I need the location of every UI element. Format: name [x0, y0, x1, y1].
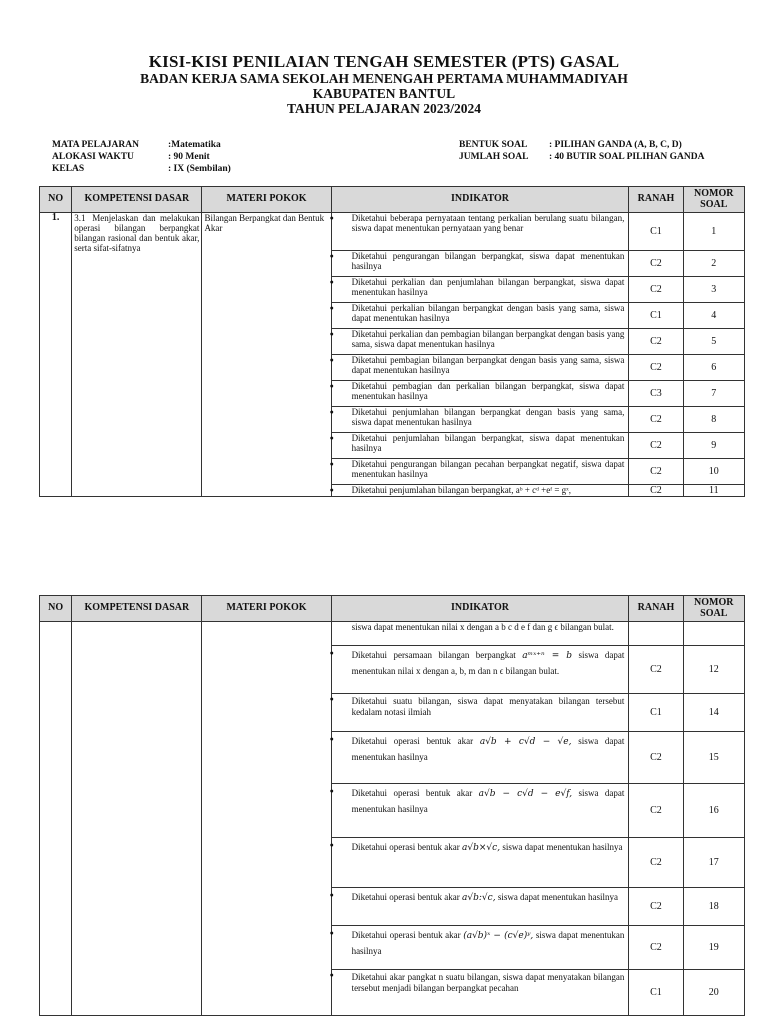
cell-nomor: 1	[683, 213, 744, 251]
indikator-text	[342, 734, 625, 765]
math-expression: a√b:√c,	[462, 893, 496, 903]
cell-nomor: 4	[683, 303, 744, 329]
header-no: NO	[40, 596, 72, 622]
cell-indikator	[331, 407, 629, 433]
cell-nomor: 17	[683, 838, 744, 888]
math-expression: a√b − c√d − e√f,	[478, 789, 573, 799]
cell-indikator	[331, 732, 629, 784]
document-header	[0, 52, 768, 116]
meta-row-class	[52, 163, 231, 175]
cell-nomor: 12	[683, 646, 744, 694]
math-expression: (a√b)ˣ − (c√e)ʸ,	[463, 931, 534, 941]
meta-label: MATA PELAJARAN	[52, 140, 139, 150]
header-ranah: RANAH	[629, 187, 683, 213]
header-kd: KOMPETENSI DASAR	[72, 187, 202, 213]
cell-nomor: 2	[683, 251, 744, 277]
cell-kompetensi	[72, 213, 202, 497]
indikator-post: siswa dapat menentukan hasilnya	[502, 842, 623, 852]
header-line-year: TAHUN PELAJARAN 2023/2024	[286, 101, 481, 116]
cell-ranah	[629, 622, 683, 646]
header-line-organization: BADAN KERJA SAMA SEKOLAH MENENGAH PERTAMA MUHAMMADIYAH	[140, 71, 628, 86]
indikator-text	[342, 890, 625, 906]
indikator-text: ● Diketahui penjumlahan bilangan berpangkat dengan basis yang sama, siswa dapat menentukan hasilnya	[351, 407, 625, 427]
indikator-text: ● Diketahui perkalian dan penjumlahan bilangan berpangkat, siswa dapat menentukan hasilnya	[351, 277, 625, 297]
meta-left	[52, 139, 231, 175]
cell-nomor: 10	[683, 459, 744, 485]
cell-indikator	[331, 970, 629, 1016]
cell-ranah: C1	[629, 303, 683, 329]
indikator-text	[342, 928, 625, 959]
header-nomor: NOMOR SOAL	[683, 187, 744, 213]
cell-ranah: C1	[629, 970, 683, 1016]
indikator-text: ● Diketahui penjumlahan bilangan berpangkat, aᵇ + cᵈ +eᶠ = gˣ,	[351, 485, 572, 495]
cell-ranah: C2	[629, 277, 683, 303]
cell-indikator	[331, 646, 629, 694]
meta-value: : 90 Menit	[168, 152, 210, 162]
table-row-continuation	[40, 622, 745, 646]
indikator-post: siswa dapat menentukan hasilnya	[351, 788, 625, 814]
math-expression: aᵐˣ⁺ⁿ = b	[522, 651, 573, 661]
cell-indikator	[331, 381, 629, 407]
meta-right	[459, 139, 704, 163]
cell-indikator	[331, 784, 629, 838]
cell-nomor: 16	[683, 784, 744, 838]
cell-ranah: C1	[629, 213, 683, 251]
cell-indikator	[331, 433, 629, 459]
cell-materi	[202, 213, 331, 497]
cell-nomor: 20	[683, 970, 744, 1016]
meta-value: : IX (Sembilan)	[168, 164, 231, 174]
cell-indikator	[331, 694, 629, 732]
kd-text: Menjelaskan dan melakukan operasi bilangan berpangkat bilangan rasional dan bentuk akar, serta sifat-sifatnya	[74, 213, 200, 253]
cell-indikator	[331, 329, 629, 355]
meta-row-subject	[52, 139, 231, 151]
cell-indikator	[331, 277, 629, 303]
indikator-text: siswa dapat menentukan nilai x dengan a b c d e f dan g ϵ bilangan bulat.	[351, 622, 614, 632]
cell-nomor: 18	[683, 888, 744, 926]
indikator-text: ● Diketahui pembagian bilangan berpangkat dengan basis yang sama, siswa dapat menentukan hasilnya	[351, 355, 625, 375]
kd-number: 3.1	[74, 213, 86, 223]
table-row	[40, 213, 745, 251]
indikator-text: ● Diketahui beberapa pernyataan tentang perkalian berulang suatu bilangan, siswa dapat menentukan pernyataan yang benar	[351, 213, 625, 233]
indikator-pre: Diketahui operasi bentuk akar	[351, 930, 461, 940]
cell-indikator	[331, 838, 629, 888]
meta-value: :Matematika	[168, 140, 221, 150]
indikator-pre: Diketahui operasi bentuk akar	[351, 788, 473, 798]
indikator-post: siswa dapat menentukan hasilnya	[351, 930, 625, 956]
header-kd: KOMPETENSI DASAR	[72, 596, 202, 622]
materi-text: Bilangan Berpangkat dan Bentuk Akar	[204, 213, 325, 233]
indikator-pre: Diketahui operasi bentuk akar	[351, 736, 474, 746]
cell-nomor: 6	[683, 355, 744, 381]
cell-ranah: C2	[629, 459, 683, 485]
cell-ranah: C2	[629, 646, 683, 694]
header-ranah: RANAH	[629, 596, 683, 622]
cell-materi	[202, 622, 331, 1016]
meta-label: KELAS	[52, 164, 85, 174]
cell-ranah: C2	[629, 838, 683, 888]
header-materi: MATERI POKOK	[202, 596, 331, 622]
cell-ranah: C2	[629, 433, 683, 459]
cell-nomor: 9	[683, 433, 744, 459]
indikator-text: ● Diketahui perkalian bilangan berpangkat dengan basis yang sama, siswa dapat menentukan hasilnya	[351, 303, 625, 323]
meta-row-duration	[52, 151, 231, 163]
cell-ranah: C2	[629, 485, 683, 497]
indikator-text	[342, 786, 625, 817]
row-number: 1.	[51, 212, 60, 223]
cell-indikator	[331, 622, 629, 646]
header-materi: MATERI POKOK	[202, 187, 331, 213]
cell-nomor: 7	[683, 381, 744, 407]
cell-indikator	[331, 213, 629, 251]
indikator-pre: Diketahui operasi bentuk akar	[351, 842, 460, 852]
header-line-region: KABUPATEN BANTUL	[312, 86, 456, 101]
indikator-text: ● Diketahui perkalian dan pembagian bilangan berpangkat dengan basis yang sama, siswa dapat menentukan hasilnya	[351, 329, 625, 349]
cell-nomor: 5	[683, 329, 744, 355]
cell-ranah: C2	[629, 355, 683, 381]
cell-ranah: C3	[629, 381, 683, 407]
header-indikator: INDIKATOR	[331, 187, 629, 213]
indikator-post: siswa dapat menentukan nilai x dengan a, b, m dan n ϵ bilangan bulat.	[351, 650, 625, 676]
cell-ranah: C2	[629, 251, 683, 277]
cell-nomor	[683, 622, 744, 646]
cell-nomor: 15	[683, 732, 744, 784]
cell-no	[40, 622, 72, 1016]
cell-indikator	[331, 926, 629, 970]
header-indikator: INDIKATOR	[331, 596, 629, 622]
grid-table-1	[39, 186, 745, 497]
cell-nomor: 14	[683, 694, 744, 732]
cell-indikator	[331, 485, 629, 497]
cell-ranah: C2	[629, 732, 683, 784]
table-header-row	[40, 596, 745, 622]
indikator-text	[342, 696, 625, 718]
cell-ranah: C1	[629, 694, 683, 732]
cell-nomor: 3	[683, 277, 744, 303]
indikator-text	[342, 840, 625, 856]
cell-no	[40, 213, 72, 497]
cell-indikator	[331, 251, 629, 277]
cell-nomor: 8	[683, 407, 744, 433]
cell-ranah: C2	[629, 784, 683, 838]
meta-row-question-type	[459, 139, 704, 151]
cell-ranah: C2	[629, 926, 683, 970]
math-expression: a√b×√c,	[462, 843, 501, 853]
indikator-text: ● Diketahui penjumlahan bilangan berpangkat, siswa dapat menentukan hasilnya	[351, 433, 625, 453]
indikator-text	[342, 972, 625, 994]
indikator-post: siswa dapat menentukan hasilnya	[351, 736, 625, 762]
indikator-text	[342, 648, 625, 679]
math-expression: a√b + c√d − √e,	[479, 737, 572, 747]
indikator-post: siswa dapat menentukan hasilnya	[497, 892, 619, 902]
cell-ranah: C2	[629, 888, 683, 926]
document-title: KISI-KISI PENILAIAN TENGAH SEMESTER (PTS) GASAL	[148, 52, 620, 71]
cell-ranah: C2	[629, 329, 683, 355]
table-header-row	[40, 187, 745, 213]
grid-table-2	[39, 595, 745, 1016]
indikator-text: ● Diketahui pembagian dan perkalian bilangan berpangkat, siswa dapat menentukan hasilnya	[351, 381, 625, 401]
meta-value: : PILIHAN GANDA (A, B, C, D)	[549, 140, 682, 150]
meta-label: JUMLAH SOAL	[459, 152, 529, 162]
header-nomor: NOMOR SOAL	[683, 596, 744, 622]
meta-label: ALOKASI WAKTU	[52, 152, 134, 162]
indikator-text: ● Diketahui pengurangan bilangan pecahan berpangkat negatif, siswa dapat menentukan hasilnya	[351, 459, 625, 479]
indikator-pre: Diketahui operasi bentuk akar	[351, 892, 460, 902]
meta-row-question-count	[459, 151, 704, 163]
indikator-pre: Diketahui persamaan bilangan berpangkat	[351, 650, 516, 660]
header-no: NO	[40, 187, 72, 213]
indikator-pre: Diketahui suatu bilangan, siswa dapat menyatakan bilangan tersebut kedalam notasi ilmiah	[351, 696, 625, 717]
cell-nomor: 19	[683, 926, 744, 970]
cell-indikator	[331, 459, 629, 485]
meta-value: : 40 BUTIR SOAL PILIHAN GANDA	[549, 152, 705, 162]
meta-label: BENTUK SOAL	[459, 140, 528, 150]
indikator-text: ● Diketahui pengurangan bilangan berpangkat, siswa dapat menentukan hasilnya	[351, 251, 625, 271]
indikator-pre: Diketahui akar pangkat n suatu bilangan, siswa dapat menyatakan bilangan tersebut menjadi bilangan berpangkat pecahan	[351, 972, 625, 993]
cell-indikator	[331, 355, 629, 381]
cell-kompetensi	[72, 622, 202, 1016]
cell-indikator	[331, 888, 629, 926]
cell-ranah: C2	[629, 407, 683, 433]
cell-indikator	[331, 303, 629, 329]
cell-nomor: 11	[683, 485, 744, 497]
